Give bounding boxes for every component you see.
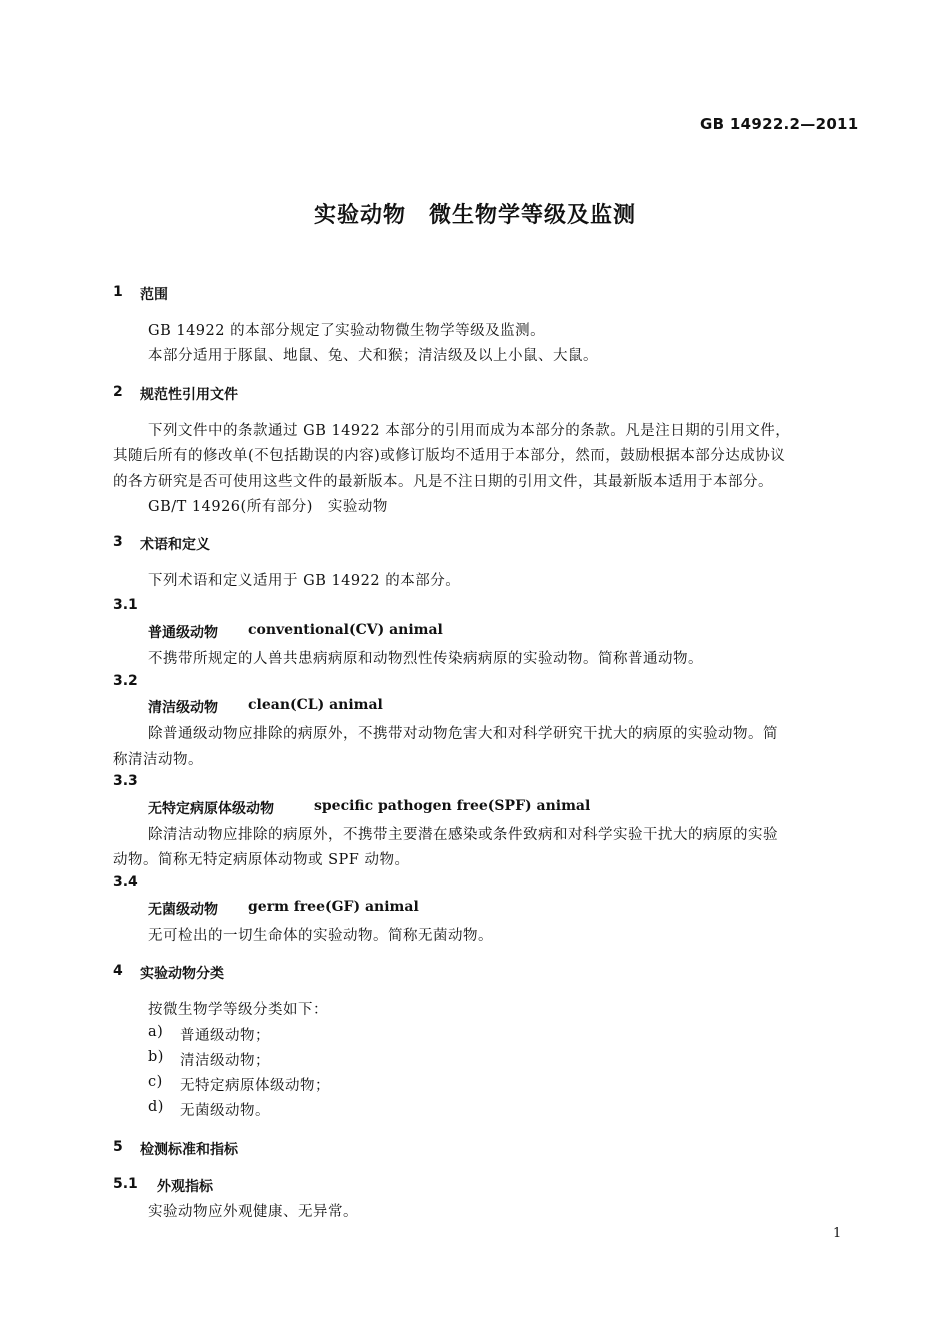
standard-number: GB 14922.2—2011 (700, 115, 859, 133)
list-item-text: 无菌级动物。 (180, 1103, 270, 1119)
section-3-intro: 下列术语和定义适用于 GB 14922 的本部分。 (148, 573, 461, 589)
term-name-cn: 无菌级动物 (148, 902, 218, 918)
section-4-intro: 按微生物学等级分类如下： (148, 1002, 328, 1018)
term-name-en: specific pathogen free(SPF) animal (314, 798, 591, 814)
list-item-label: a) (148, 1024, 164, 1040)
list-item-label: b) (148, 1049, 164, 1065)
section-1-para-1: GB 14922 的本部分规定了实验动物微生物学等级及监测。 (148, 323, 546, 339)
term-name-en: conventional(CV) animal (248, 622, 443, 638)
subsection-5-1-title: 外观指标 (157, 1179, 213, 1195)
section-4-number: 4 (113, 963, 123, 979)
list-item-text: 清洁级动物； (180, 1053, 270, 1069)
term-number: 3.1 (113, 597, 138, 613)
term-number: 3.2 (113, 673, 138, 689)
section-2-number: 2 (113, 384, 123, 400)
term-name-cn: 普通级动物 (148, 625, 218, 641)
term-name-en: clean(CL) animal (248, 697, 383, 713)
section-4-title: 实验动物分类 (140, 966, 224, 982)
term-number: 3.3 (113, 773, 138, 789)
page-number: 1 (833, 1226, 842, 1241)
section-1-para-2: 本部分适用于豚鼠、地鼠、兔、犬和猴；清洁级及以上小鼠、大鼠。 (148, 348, 598, 364)
term-name-cn: 清洁级动物 (148, 700, 218, 716)
term-number: 3.4 (113, 874, 138, 890)
list-item-text: 普通级动物； (180, 1028, 270, 1044)
term-definition-line-1: 无可检出的一切生命体的实验动物。简称无菌动物。 (148, 928, 493, 944)
list-item-label: c) (148, 1074, 163, 1090)
term-definition-line-1: 除普通级动物应排除的病原外，不携带对动物危害大和对科学研究干扰大的病原的实验动物。简 (148, 726, 778, 742)
section-2-para-line-3: 的各方研究是否可使用这些文件的最新版本。凡是不注日期的引用文件，其最新版本适用于本部分。 (113, 474, 773, 490)
section-1-title: 范围 (140, 287, 168, 303)
section-3-title: 术语和定义 (140, 537, 210, 553)
document-title: 实验动物 微生物学等级及监测 (313, 203, 636, 228)
term-name-cn: 无特定病原体级动物 (148, 801, 274, 817)
section-2-title: 规范性引用文件 (140, 387, 238, 403)
section-5-number: 5 (113, 1139, 123, 1155)
term-definition-line-2: 动物。简称无特定病原体动物或 SPF 动物。 (113, 852, 410, 868)
list-item-text: 无特定病原体级动物； (180, 1078, 330, 1094)
term-name-en: germ free(GF) animal (248, 899, 419, 915)
section-2-para-line-1: 下列文件中的条款通过 GB 14922 本部分的引用而成为本部分的条款。凡是注日期的引用文件， (148, 423, 791, 439)
term-definition-line-1: 除清洁动物应排除的病原外，不携带主要潜在感染或条件致病和对科学实验干扰大的病原的实验 (148, 827, 778, 843)
section-3-number: 3 (113, 534, 123, 550)
section-1-number: 1 (113, 284, 123, 300)
term-definition-line-1: 不携带所规定的人兽共患病病原和动物烈性传染病病原的实验动物。简称普通动物。 (148, 651, 703, 667)
section-2-para-line-2: 其随后所有的修改单(不包括勘误的内容)或修订版均不适用于本部分，然而，鼓励根据本部分达成协议 (113, 448, 786, 464)
term-definition-line-2: 称清洁动物。 (113, 752, 203, 768)
section-2-reference: GB/T 14926(所有部分) 实验动物 (148, 499, 388, 515)
subsection-5-1-text: 实验动物应外观健康、无异常。 (148, 1204, 358, 1220)
subsection-5-1-number: 5.1 (113, 1176, 138, 1192)
list-item-label: d) (148, 1099, 164, 1115)
section-5-title: 检测标准和指标 (140, 1142, 238, 1158)
